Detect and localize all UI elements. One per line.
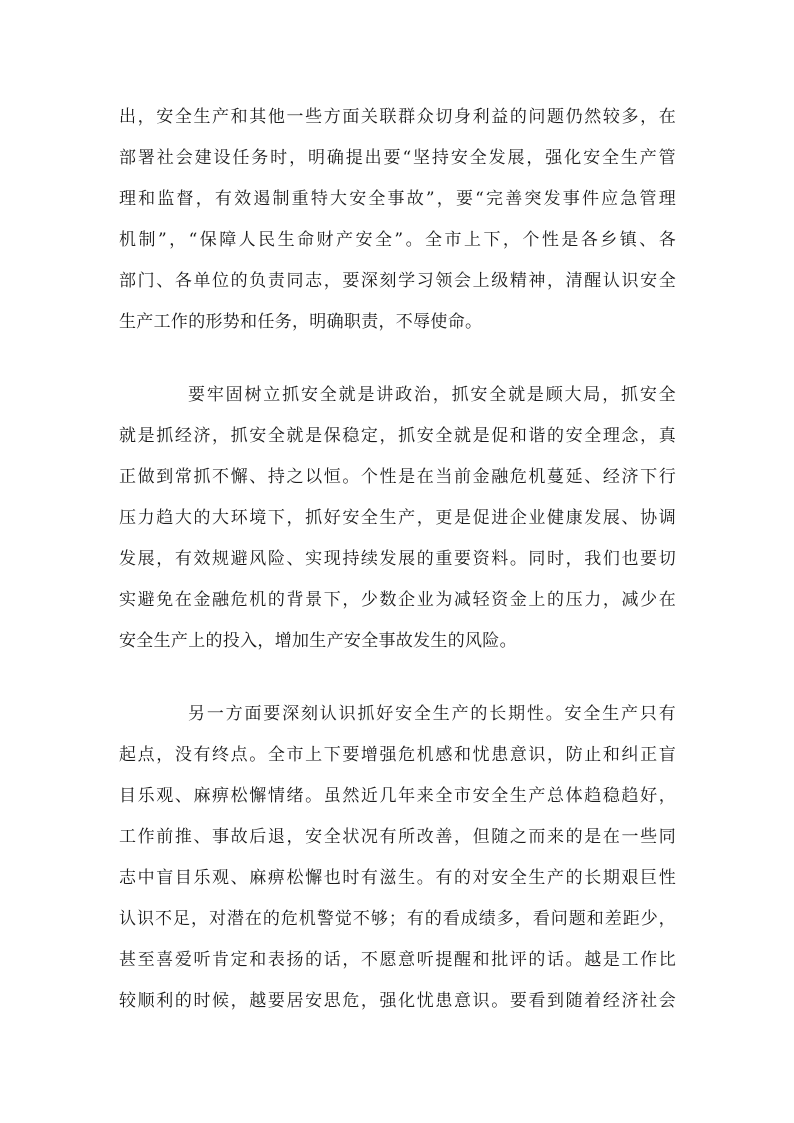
text-line: 部门、各单位的负责同志，要深刻学习领会上级精神，清醒认识安全 xyxy=(119,271,676,291)
text-line: 理和监督，有效遏制重特大安全事故”，要“完善突发事件应急管理 xyxy=(119,189,676,209)
text-line: 生产工作的形势和任务，明确职责，不辱使命。 xyxy=(119,312,483,332)
text-line: 部署社会建设任务时，明确提出要“坚持安全发展，强化安全生产管 xyxy=(119,148,676,168)
text-line: 机制”，“保障人民生命财产安全”。全市上下，个性是各乡镇、各 xyxy=(119,230,676,250)
text-line: 工作前推、事故后退，安全状况有所改善，但随之而来的是在一些同 xyxy=(119,827,676,847)
text-line: 甚至喜爱听肯定和表扬的话，不愿意听提醒和批评的话。越是工作比 xyxy=(119,950,676,970)
paragraph-3 xyxy=(119,694,676,1022)
paragraph-1 xyxy=(119,97,676,343)
text-line: 另一方面要深刻认识抓好安全生产的长期性。安全生产只有 xyxy=(188,704,676,724)
text-line: 出，安全生产和其他一些方面关联群众切身利益的问题仍然较多，在 xyxy=(119,107,676,127)
text-line: 安全生产上的投入，增加生产安全事故发生的风险。 xyxy=(119,631,517,651)
text-line: 认识不足，对潜在的危机警觉不够；有的看成绩多，看问题和差距少， xyxy=(119,909,676,929)
text-line: 目乐观、麻痹松懈情绪。虽然近几年来全市安全生产总体趋稳趋好， xyxy=(119,786,676,806)
text-line: 要牢固树立抓安全就是讲政治，抓安全就是顾大局，抓安全 xyxy=(188,385,676,405)
text-line: 较顺利的时候，越要居安思危，强化忧患意识。要看到随着经济社会 xyxy=(119,991,676,1011)
paragraph-2 xyxy=(119,375,676,662)
document-page xyxy=(119,97,676,1054)
text-line: 发展，有效规避风险、实现持续发展的重要资料。同时，我们也要切 xyxy=(119,549,676,569)
text-line: 起点，没有终点。全市上下要增强危机感和忧患意识，防止和纠正盲 xyxy=(119,745,676,765)
text-line: 就是抓经济，抓安全就是保稳定，抓安全就是促和谐的安全理念，真 xyxy=(119,426,676,446)
text-line: 正做到常抓不懈、持之以恒。个性是在当前金融危机蔓延、经济下行 xyxy=(119,467,676,487)
text-line: 压力趋大的大环境下，抓好安全生产，更是促进企业健康发展、协调 xyxy=(119,508,676,528)
text-line: 志中盲目乐观、麻痹松懈也时有滋生。有的对安全生产的长期艰巨性 xyxy=(119,868,676,888)
text-line: 实避免在金融危机的背景下，少数企业为减轻资金上的压力，减少在 xyxy=(119,590,676,610)
